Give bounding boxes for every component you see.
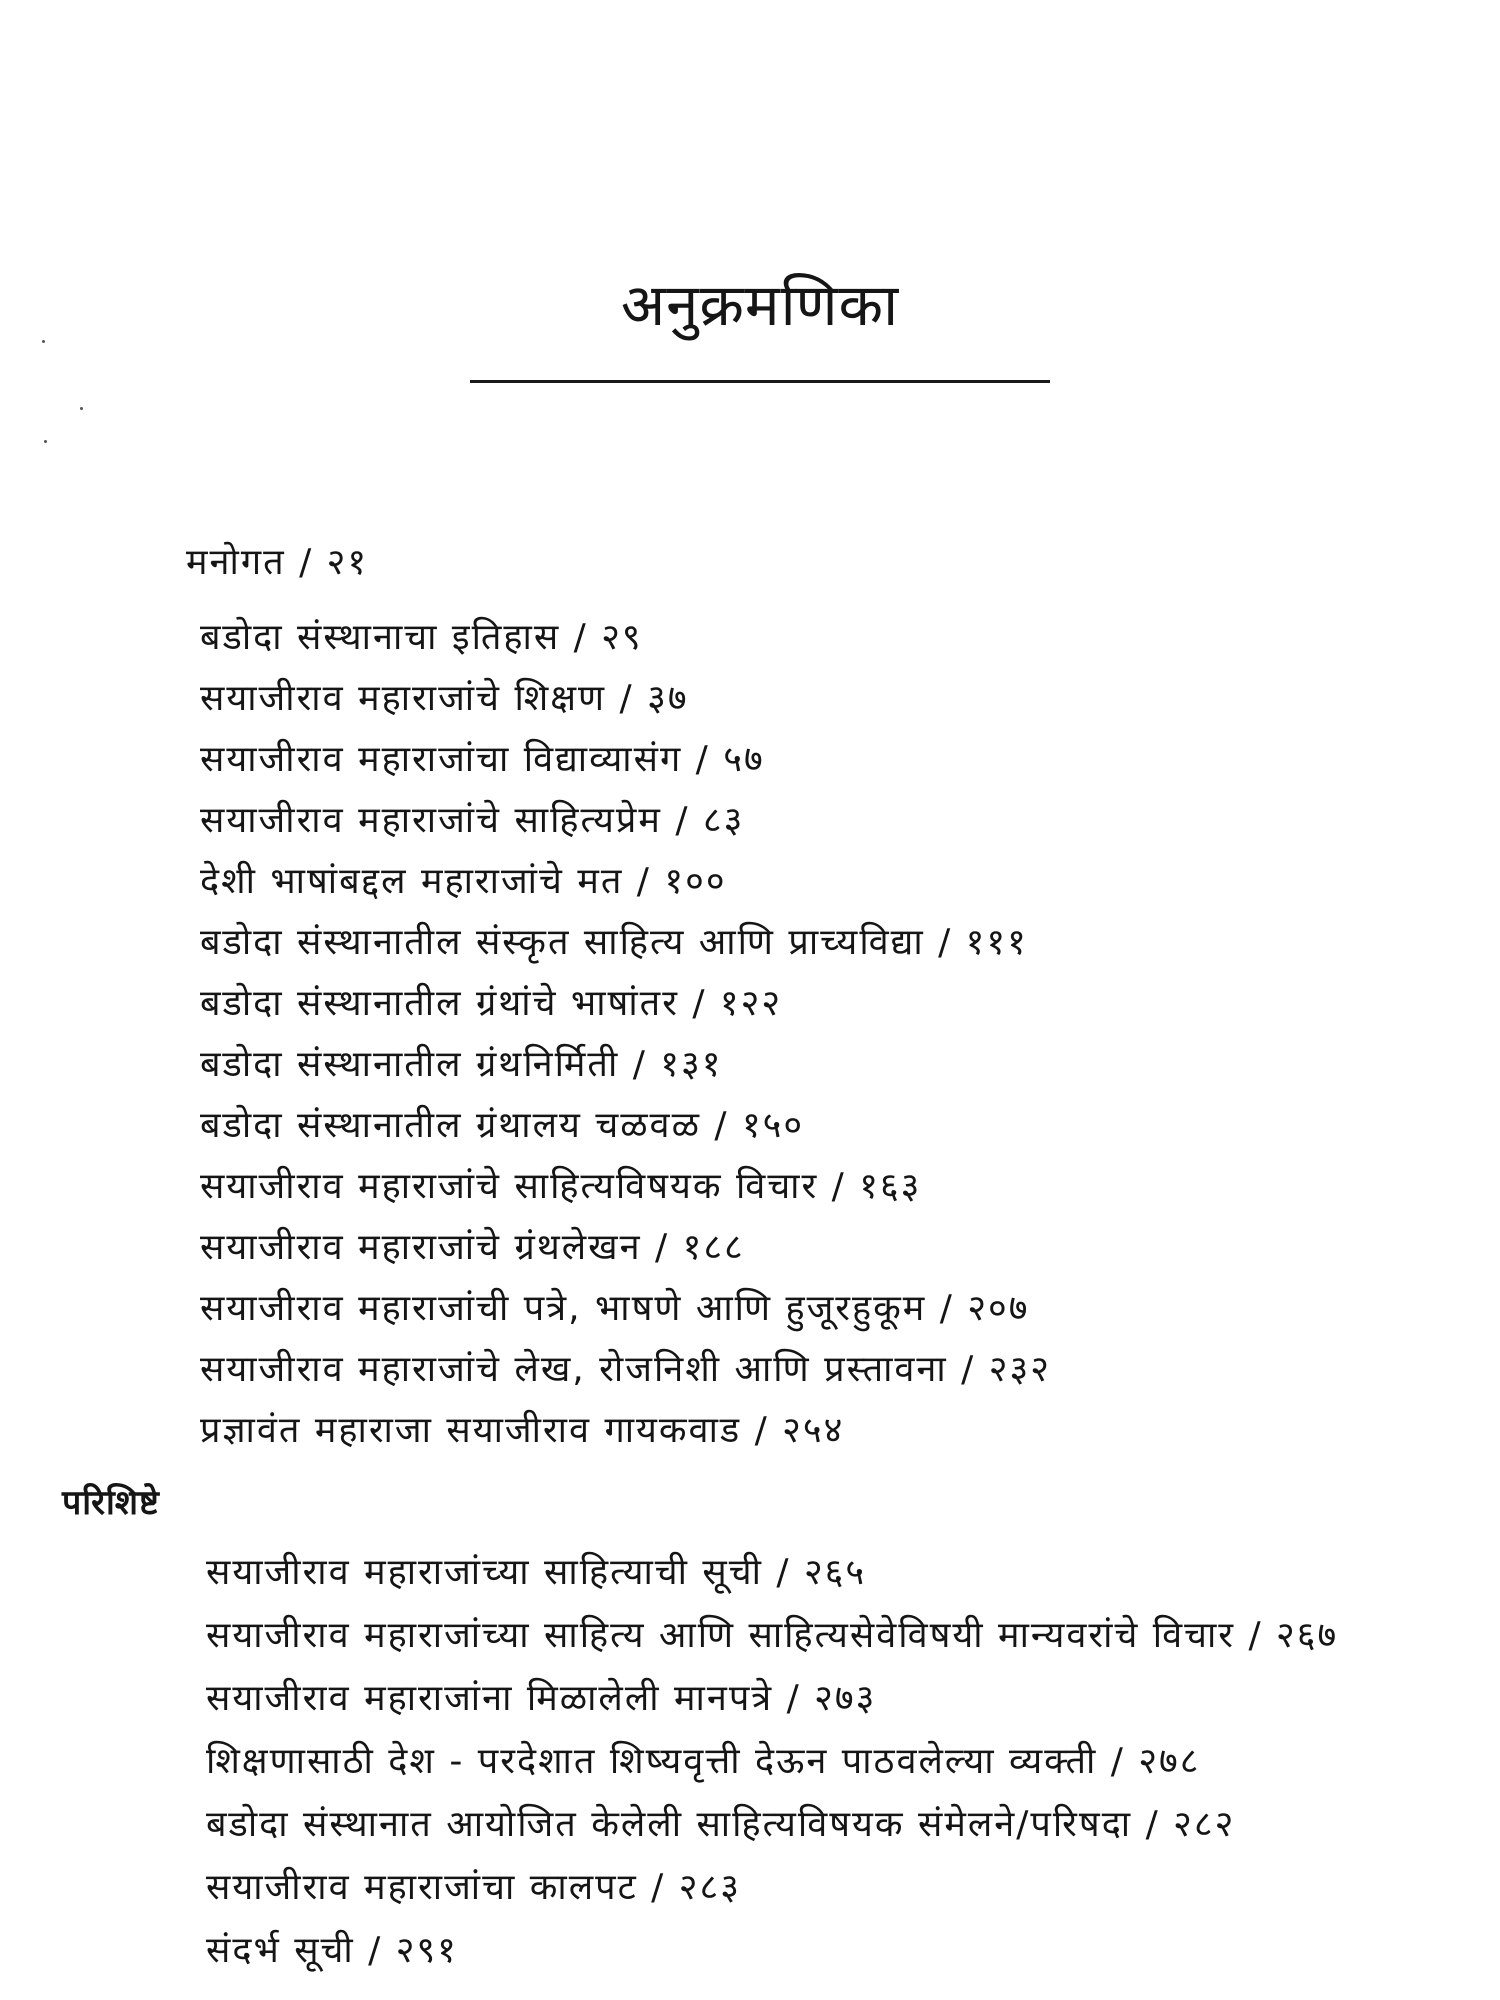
- chapter-title: बडोदा संस्थानातील ग्रंथनिर्मिती / १३१: [200, 1044, 723, 1085]
- chapter-title: बडोदा संस्थानातील ग्रंथांचे भाषांतर / १२२: [200, 983, 783, 1024]
- appendix-title: शिक्षणासाठी देश - परदेशात शिष्यवृत्ती देऊन पाठवलेल्या व्यक्ती / २७८: [206, 1741, 1201, 1782]
- references-text: संदर्भ सूची / २९१: [206, 1930, 458, 1971]
- appendix-title: बडोदा संस्थानात आयोजित केलेली साहित्यविषयक संमेलने/परिषदा / २८२: [206, 1804, 1236, 1845]
- chapter-title: बडोदा संस्थानाचा इतिहास / २९: [200, 617, 643, 658]
- page-title: अनुक्रमणिका: [620, 271, 900, 339]
- references-entry: [206, 1928, 458, 1974]
- appendix-title: सयाजीराव महाराजांच्या साहित्य आणि साहित्यसेवेविषयी मान्यवरांचे विचार / २६७: [206, 1615, 1339, 1656]
- chapter-title: बडोदा संस्थानातील ग्रंथालय चळवळ / १५०: [200, 1105, 805, 1146]
- title-underline: [470, 380, 1050, 383]
- chapter-title: बडोदा संस्थानातील संस्कृत साहित्य आणि प्राच्यविद्या / १११: [200, 922, 1028, 963]
- scan-speck: [44, 440, 47, 443]
- appendix-title: सयाजीराव महाराजांचा कालपट / २८३: [206, 1867, 741, 1908]
- scan-speck: [80, 407, 83, 410]
- chapter-title: सयाजीराव महाराजांचे साहित्यविषयक विचार / १६३: [200, 1166, 922, 1207]
- preface-entry: [186, 540, 368, 586]
- chapter-title: सयाजीराव महाराजांचे शिक्षण / ३७: [200, 678, 689, 719]
- chapter-title: सयाजीराव महाराजांचा विद्याव्यासंग / ५७: [200, 739, 765, 780]
- chapter-title: प्रज्ञावंत महाराजा सयाजीराव गायकवाड / २५४: [200, 1410, 845, 1451]
- preface-text: मनोगत / २१: [186, 542, 369, 583]
- appendix-title: सयाजीराव महाराजांच्या साहित्याची सूची / २६५: [206, 1552, 867, 1593]
- appendix-heading: परिशिष्टे: [62, 1483, 160, 1523]
- appendix-title: सयाजीराव महाराजांना मिळालेली मानपत्रे / २७३: [206, 1678, 877, 1719]
- scan-speck: [42, 340, 45, 343]
- chapter-title: देशी भाषांबद्दल महाराजांचे मत / १००: [200, 861, 727, 902]
- chapter-title: सयाजीराव महाराजांचे लेख, रोजनिशी आणि प्रस्तावना / २३२: [200, 1349, 1051, 1390]
- chapter-title: सयाजीराव महाराजांचे साहित्यप्रेम / ८३: [200, 800, 745, 841]
- chapter-title: सयाजीराव महाराजांचे ग्रंथलेखन / १८८: [200, 1227, 745, 1268]
- chapter-title: सयाजीराव महाराजांची पत्रे, भाषणे आणि हुजूरहुकूम / २०७: [200, 1288, 1030, 1329]
